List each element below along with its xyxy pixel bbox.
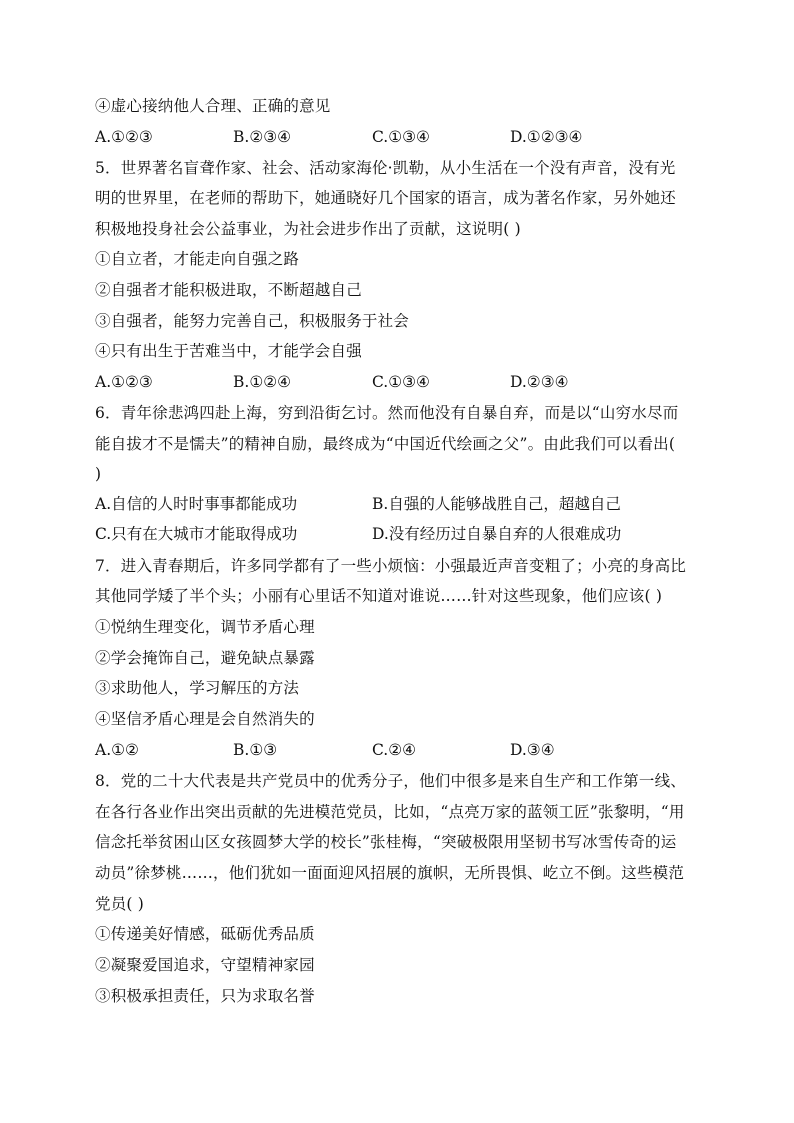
q7-item-1: ①悦纳生理变化，调节矛盾心理 <box>95 618 315 636</box>
q6-option-c: C.只有在大城市才能取得成功 <box>95 525 298 543</box>
q5-item-4: ④只有出生于苦难当中，才能学会自强 <box>95 342 362 360</box>
q6-option-a: A.自信的人时时事事都能成功 <box>95 495 298 513</box>
q6-options-row-2 <box>95 523 707 545</box>
q5-options <box>95 371 707 393</box>
q4-option-a: A.①②③ <box>95 128 153 146</box>
q5-option-c: C.①③④ <box>372 373 430 391</box>
q4-option-c: C.①③④ <box>372 128 430 146</box>
q8-stem-line-3: 信念托举贫困山区女孩圆梦大学的校长”张桂梅，“突破极限用坚韧书写冰雪传奇的运 <box>95 833 677 851</box>
q7-options <box>95 739 707 761</box>
q8-item-1: ①传递美好情感，砥砺优秀品质 <box>95 925 315 943</box>
q8-stem-line-5: 党员( ) <box>95 895 145 913</box>
q8-stem-line-2: 在各行各业作出突出贡献的先进模范党员，比如，“点亮万家的蓝领工匠”张黎明，“用 <box>95 803 685 821</box>
q4-options <box>95 126 707 148</box>
q8-item-2: ②凝聚爱国追求，守望精神家园 <box>95 956 315 974</box>
q6-option-b: B.自强的人能够战胜自己，超越自己 <box>372 495 621 513</box>
q8-item-3: ③积极承担责任，只为求取名誉 <box>95 987 315 1005</box>
q6-option-d: D.没有经历过自暴自弃的人很难成功 <box>372 525 622 543</box>
q5-stem-line-1: 5．世界著名盲聋作家、社会、活动家海伦·凯勒，从小生活在一个没有声音，没有光 <box>95 159 676 177</box>
q6-options-row-1 <box>95 493 707 515</box>
q8-stem-line-4: 动员”徐梦桃……，他们犹如一面面迎风招展的旗帜，无所畏惧、屹立不倒。这些模范 <box>95 864 685 882</box>
q5-option-d: D.②③④ <box>510 373 569 391</box>
q8-stem-line-1: 8．党的二十大代表是共产党员中的优秀分子，他们中很多是来自生产和工作第一线、 <box>95 772 686 790</box>
q5-option-a: A.①②③ <box>95 373 153 391</box>
q7-item-4: ④坚信矛盾心理是会自然消失的 <box>95 710 315 728</box>
q4-option-b: B.②③④ <box>233 128 292 146</box>
q7-stem-line-2: 其他同学矮了半个头；小丽有心里话不知道对谁说……针对这些现象，他们应该( ) <box>95 587 663 605</box>
q4-item-4: ④虚心接纳他人合理、正确的意见 <box>95 97 331 115</box>
q5-stem-line-2: 明的世界里，在老师的帮助下，她通晓好几个国家的语言，成为著名作家，另外她还 <box>95 189 676 207</box>
q7-option-b: B.①③ <box>233 741 278 759</box>
q6-stem-line-3: ) <box>95 465 102 483</box>
q5-item-1: ①自立者，才能走向自强之路 <box>95 250 300 268</box>
q7-item-2: ②学会掩饰自己，避免缺点暴露 <box>95 649 315 667</box>
q6-stem-line-2: 能自拔才不是懦夫”的精神自励，最终成为“中国近代绘画之父”。由此我们可以看出( <box>95 435 676 453</box>
q7-item-3: ③求助他人，学习解压的方法 <box>95 679 300 697</box>
q5-item-3: ③自强者，能努力完善自己，积极服务于社会 <box>95 312 410 330</box>
q5-stem-line-3: 积极地投身社会公益事业，为社会进步作出了贡献，这说明( ) <box>95 220 521 238</box>
q7-stem-line-1: 7．进入青春期后，许多同学都有了一些小烦恼：小强最近声音变粗了；小亮的身高比 <box>95 557 686 575</box>
q7-option-a: A.①② <box>95 741 139 759</box>
q6-stem-line-1: 6．青年徐悲鸿四赴上海，穷到沿街乞讨。然而他没有自暴自弃，而是以“山穷水尽而 <box>95 404 679 422</box>
q7-option-c: C.②④ <box>372 741 417 759</box>
q5-item-2: ②自强者才能积极进取，不断超越自己 <box>95 281 362 299</box>
q4-option-d: D.①②③④ <box>510 128 583 146</box>
q5-option-b: B.①②④ <box>233 373 292 391</box>
q7-option-d: D.③④ <box>510 741 555 759</box>
